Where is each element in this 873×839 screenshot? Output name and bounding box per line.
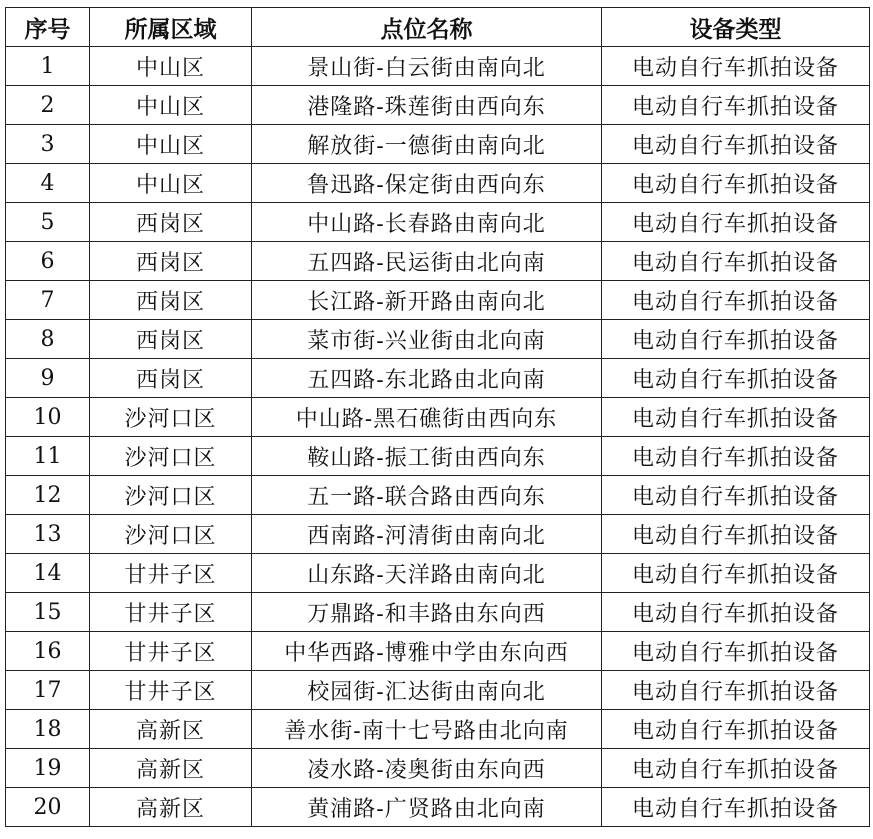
cell-district: 西岗区	[90, 203, 252, 242]
header-district: 所属区域	[90, 8, 252, 47]
cell-location-name: 五一路-联合路由西向东	[252, 476, 602, 515]
cell-district: 西岗区	[90, 281, 252, 320]
cell-index: 4	[6, 164, 90, 203]
cell-index: 8	[6, 320, 90, 359]
cell-device-type: 电动自行车抓拍设备	[602, 281, 870, 320]
cell-location-name: 中华西路-博雅中学由东向西	[252, 632, 602, 671]
header-device-type: 设备类型	[602, 8, 870, 47]
cell-location-name: 五四路-民运街由北向南	[252, 242, 602, 281]
cell-index: 1	[6, 47, 90, 86]
cell-district: 西岗区	[90, 242, 252, 281]
cell-index: 10	[6, 398, 90, 437]
cell-location-name: 菜市街-兴业街由北向南	[252, 320, 602, 359]
cell-location-name: 善水街-南十七号路由北向南	[252, 710, 602, 749]
cell-district: 沙河口区	[90, 515, 252, 554]
cell-district: 高新区	[90, 788, 252, 827]
header-index: 序号	[6, 8, 90, 47]
cell-device-type: 电动自行车抓拍设备	[602, 47, 870, 86]
table-row	[6, 125, 870, 164]
cell-index: 2	[6, 86, 90, 125]
cell-index: 3	[6, 125, 90, 164]
cell-device-type: 电动自行车抓拍设备	[602, 593, 870, 632]
table-row	[6, 476, 870, 515]
cell-device-type: 电动自行车抓拍设备	[602, 671, 870, 710]
cell-district: 西岗区	[90, 320, 252, 359]
table-row	[6, 671, 870, 710]
cell-district: 甘井子区	[90, 671, 252, 710]
table-row	[6, 554, 870, 593]
cell-district: 中山区	[90, 86, 252, 125]
table-body	[6, 47, 870, 827]
cell-index: 20	[6, 788, 90, 827]
cell-location-name: 港隆路-珠莲街由西向东	[252, 86, 602, 125]
cell-location-name: 景山街-白云街由南向北	[252, 47, 602, 86]
cell-device-type: 电动自行车抓拍设备	[602, 86, 870, 125]
cell-index: 11	[6, 437, 90, 476]
cell-device-type: 电动自行车抓拍设备	[602, 398, 870, 437]
cell-district: 高新区	[90, 749, 252, 788]
cell-device-type: 电动自行车抓拍设备	[602, 710, 870, 749]
cell-index: 19	[6, 749, 90, 788]
cell-district: 甘井子区	[90, 632, 252, 671]
table-row	[6, 86, 870, 125]
cell-index: 9	[6, 359, 90, 398]
cell-index: 6	[6, 242, 90, 281]
cell-district: 甘井子区	[90, 593, 252, 632]
table-header-row	[6, 8, 870, 47]
table-row	[6, 437, 870, 476]
table-row	[6, 242, 870, 281]
cell-district: 中山区	[90, 164, 252, 203]
cell-location-name: 山东路-天洋路由南向北	[252, 554, 602, 593]
table-row	[6, 710, 870, 749]
cell-location-name: 万鼎路-和丰路由东向西	[252, 593, 602, 632]
cell-location-name: 五四路-东北路由北向南	[252, 359, 602, 398]
device-location-table	[5, 7, 870, 827]
header-location-name: 点位名称	[252, 8, 602, 47]
cell-district: 沙河口区	[90, 398, 252, 437]
cell-index: 12	[6, 476, 90, 515]
cell-location-name: 鞍山路-振工街由西向东	[252, 437, 602, 476]
table-row	[6, 593, 870, 632]
table-row	[6, 281, 870, 320]
cell-device-type: 电动自行车抓拍设备	[602, 476, 870, 515]
cell-location-name: 校园街-汇达街由南向北	[252, 671, 602, 710]
cell-index: 18	[6, 710, 90, 749]
cell-district: 沙河口区	[90, 437, 252, 476]
cell-device-type: 电动自行车抓拍设备	[602, 359, 870, 398]
cell-district: 高新区	[90, 710, 252, 749]
cell-district: 中山区	[90, 47, 252, 86]
cell-device-type: 电动自行车抓拍设备	[602, 164, 870, 203]
cell-device-type: 电动自行车抓拍设备	[602, 632, 870, 671]
cell-index: 17	[6, 671, 90, 710]
cell-location-name: 西南路-河清街由南向北	[252, 515, 602, 554]
cell-index: 13	[6, 515, 90, 554]
table-row	[6, 359, 870, 398]
cell-district: 中山区	[90, 125, 252, 164]
cell-device-type: 电动自行车抓拍设备	[602, 788, 870, 827]
cell-device-type: 电动自行车抓拍设备	[602, 242, 870, 281]
table-row	[6, 164, 870, 203]
cell-location-name: 黄浦路-广贤路由北向南	[252, 788, 602, 827]
table-row	[6, 320, 870, 359]
table-row	[6, 203, 870, 242]
cell-index: 7	[6, 281, 90, 320]
cell-device-type: 电动自行车抓拍设备	[602, 125, 870, 164]
cell-location-name: 中山路-长春路由南向北	[252, 203, 602, 242]
cell-device-type: 电动自行车抓拍设备	[602, 749, 870, 788]
cell-location-name: 长江路-新开路由南向北	[252, 281, 602, 320]
cell-location-name: 中山路-黑石礁街由西向东	[252, 398, 602, 437]
cell-index: 16	[6, 632, 90, 671]
table-row	[6, 515, 870, 554]
cell-district: 西岗区	[90, 359, 252, 398]
cell-device-type: 电动自行车抓拍设备	[602, 515, 870, 554]
cell-device-type: 电动自行车抓拍设备	[602, 437, 870, 476]
table-row	[6, 398, 870, 437]
table-row	[6, 632, 870, 671]
device-table-container	[5, 7, 870, 827]
cell-location-name: 凌水路-凌奥街由东向西	[252, 749, 602, 788]
cell-device-type: 电动自行车抓拍设备	[602, 203, 870, 242]
cell-index: 14	[6, 554, 90, 593]
table-row	[6, 749, 870, 788]
cell-district: 甘井子区	[90, 554, 252, 593]
cell-location-name: 解放街-一德街由南向北	[252, 125, 602, 164]
cell-device-type: 电动自行车抓拍设备	[602, 554, 870, 593]
cell-index: 5	[6, 203, 90, 242]
cell-device-type: 电动自行车抓拍设备	[602, 320, 870, 359]
cell-location-name: 鲁迅路-保定街由西向东	[252, 164, 602, 203]
table-row	[6, 47, 870, 86]
table-row	[6, 788, 870, 827]
cell-district: 沙河口区	[90, 476, 252, 515]
cell-index: 15	[6, 593, 90, 632]
